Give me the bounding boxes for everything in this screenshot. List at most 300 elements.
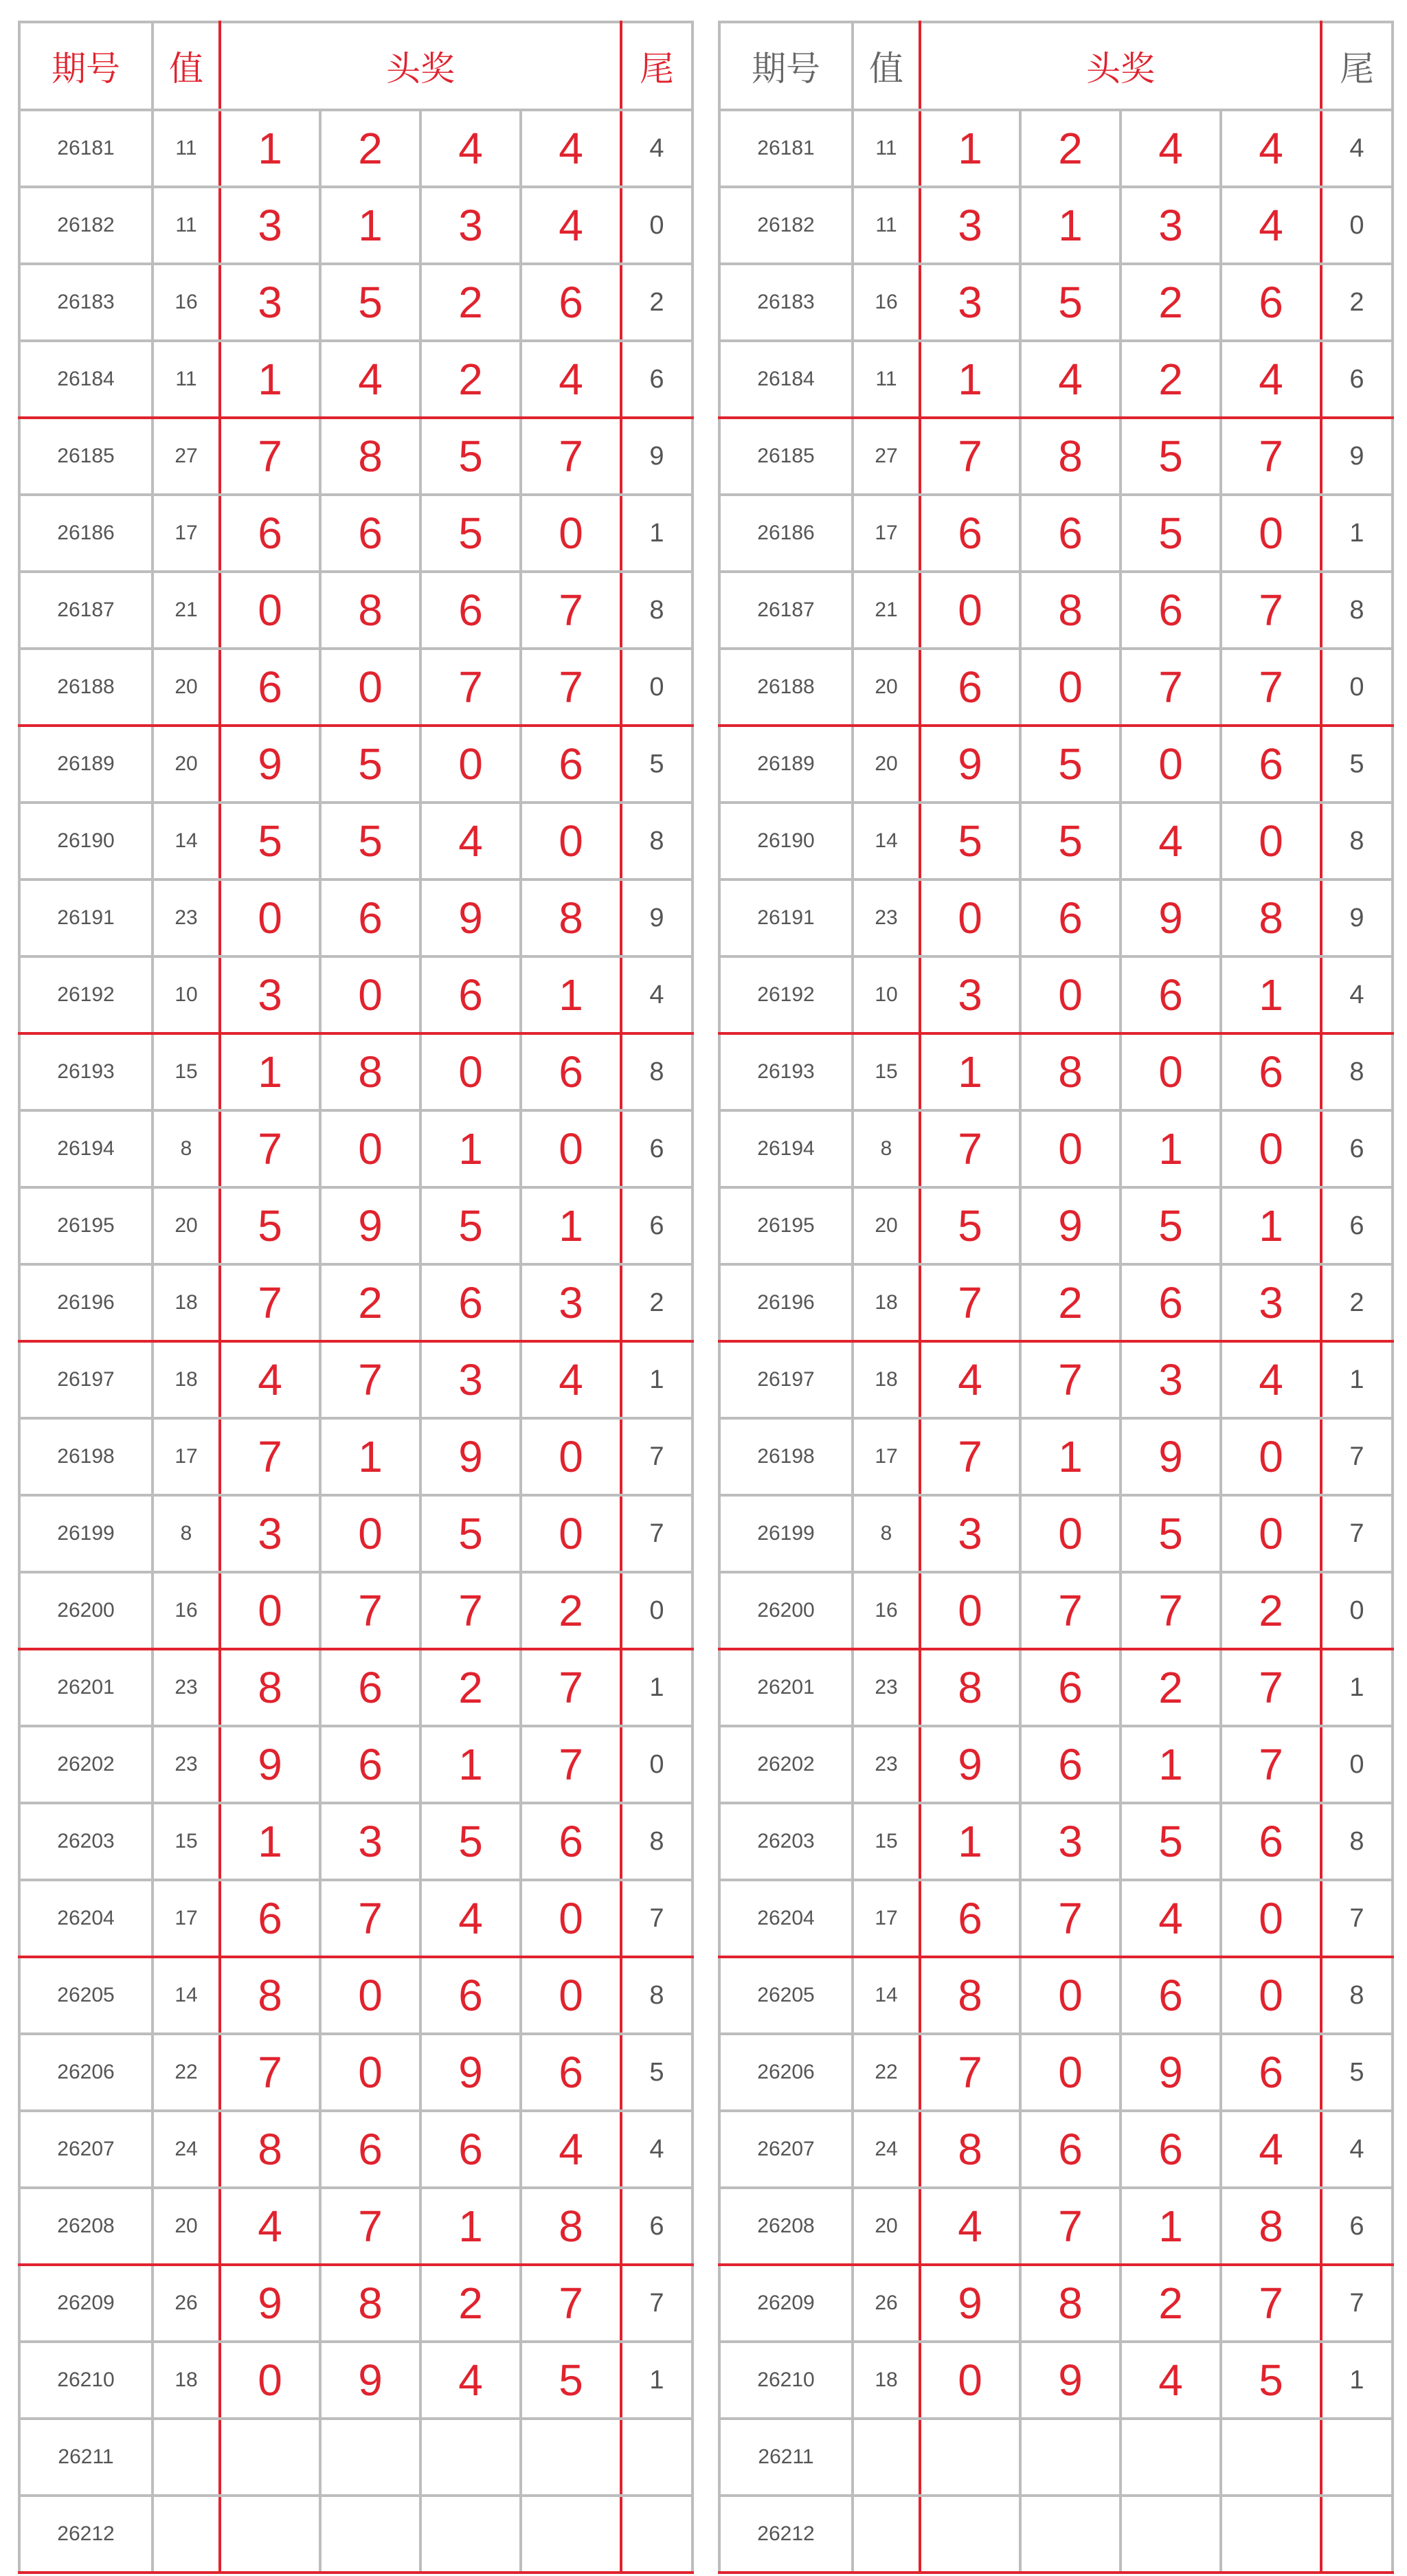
value-cell: 20 xyxy=(153,1187,220,1264)
issue-cell: 26199 xyxy=(719,1495,853,1572)
tail-cell: 2 xyxy=(621,264,693,341)
issue-cell: 26182 xyxy=(719,187,853,264)
prize-digit-1: 3 xyxy=(920,187,1020,264)
tail-cell: 7 xyxy=(621,1495,693,1572)
prize-digit-1: 1 xyxy=(920,110,1020,187)
tail-cell: 1 xyxy=(1321,495,1393,572)
issue-cell: 26181 xyxy=(19,110,153,187)
prize-digit-3: 5 xyxy=(1121,495,1221,572)
issue-cell: 26207 xyxy=(19,2111,153,2188)
prize-digit-4: 7 xyxy=(1221,1649,1321,1726)
prize-digit-4: 7 xyxy=(521,649,621,726)
prize-digit-2: 8 xyxy=(320,418,420,495)
value-cell: 27 xyxy=(153,418,220,495)
prize-digit-4: 2 xyxy=(521,1572,621,1649)
prize-digit-3: 3 xyxy=(420,187,521,264)
prize-digit-4: 7 xyxy=(1221,2265,1321,2342)
prize-digit-1: 1 xyxy=(920,1803,1020,1880)
value-cell: 26 xyxy=(153,2265,220,2342)
tail-cell xyxy=(621,2496,693,2573)
prize-digit-4: 4 xyxy=(1221,2111,1321,2188)
prize-digit-1: 4 xyxy=(920,2188,1020,2265)
prize-digit-3: 5 xyxy=(420,1495,521,1572)
issue-cell: 26212 xyxy=(19,2496,153,2573)
prize-digit-3: 5 xyxy=(420,418,521,495)
prize-digit-4: 7 xyxy=(521,1726,621,1803)
prize-digit-4: 7 xyxy=(1221,649,1321,726)
tail-cell: 7 xyxy=(1321,1495,1393,1572)
value-cell: 23 xyxy=(153,880,220,956)
value-cell: 14 xyxy=(153,1957,220,2034)
prize-digit-4: 6 xyxy=(521,264,621,341)
table-row xyxy=(719,110,1393,187)
prize-digit-4: 6 xyxy=(1221,1033,1321,1110)
issue-cell: 26187 xyxy=(719,572,853,649)
value-cell: 17 xyxy=(853,1418,920,1495)
prize-digit-3: 9 xyxy=(1121,880,1221,956)
value-cell: 15 xyxy=(853,1803,920,1880)
tail-cell: 6 xyxy=(621,341,693,418)
prize-digit-3: 1 xyxy=(420,1110,521,1187)
value-cell: 23 xyxy=(853,880,920,956)
prize-digit-1: 3 xyxy=(920,1495,1020,1572)
prize-digit-4: 0 xyxy=(521,1495,621,1572)
issue-cell: 26182 xyxy=(19,187,153,264)
prize-digit-2: 0 xyxy=(1020,649,1121,726)
prize-digit-1: 4 xyxy=(220,1341,320,1418)
prize-digit-3: 9 xyxy=(1121,2034,1221,2111)
prize-digit-1: 3 xyxy=(920,956,1020,1033)
table-row xyxy=(719,1187,1393,1264)
prize-digit-3: 2 xyxy=(420,1649,521,1726)
prize-digit-1 xyxy=(920,2419,1020,2496)
lottery-table-right xyxy=(718,21,1394,2574)
prize-digit-3: 9 xyxy=(420,1418,521,1495)
issue-cell: 26209 xyxy=(719,2265,853,2342)
table-row xyxy=(19,1187,693,1264)
prize-digit-2: 0 xyxy=(1020,1957,1121,2034)
prize-digit-1: 5 xyxy=(220,803,320,880)
issue-cell: 26204 xyxy=(719,1880,853,1957)
issue-cell: 26197 xyxy=(719,1341,853,1418)
prize-digit-1: 4 xyxy=(920,1341,1020,1418)
table-row xyxy=(719,1957,1393,2034)
prize-digit-1: 9 xyxy=(920,1726,1020,1803)
prize-digit-2: 1 xyxy=(320,1418,420,1495)
prize-digit-1: 1 xyxy=(220,110,320,187)
issue-cell: 26208 xyxy=(719,2188,853,2265)
tail-cell: 4 xyxy=(621,956,693,1033)
prize-digit-4: 6 xyxy=(1221,264,1321,341)
prize-digit-2: 0 xyxy=(320,1495,420,1572)
prize-digit-3: 0 xyxy=(1121,1033,1221,1110)
issue-cell: 26193 xyxy=(19,1033,153,1110)
prize-digit-3: 6 xyxy=(420,1264,521,1341)
table-row xyxy=(19,1341,693,1418)
tail-cell: 8 xyxy=(621,1957,693,2034)
value-cell: 21 xyxy=(853,572,920,649)
issue-cell: 26185 xyxy=(19,418,153,495)
tail-cell: 8 xyxy=(1321,1803,1393,1880)
value-cell: 14 xyxy=(853,803,920,880)
prize-digit-1: 9 xyxy=(220,726,320,803)
prize-digit-4: 0 xyxy=(1221,803,1321,880)
tail-cell: 4 xyxy=(1321,110,1393,187)
issue-cell: 26211 xyxy=(719,2419,853,2496)
value-cell: 18 xyxy=(853,2342,920,2419)
value-cell: 20 xyxy=(153,2188,220,2265)
prize-digit-4: 0 xyxy=(521,1880,621,1957)
tail-cell: 8 xyxy=(1321,1033,1393,1110)
prize-digit-4: 0 xyxy=(521,495,621,572)
prize-digit-3: 3 xyxy=(420,1341,521,1418)
tail-cell xyxy=(1321,2496,1393,2573)
prize-digit-1: 3 xyxy=(220,956,320,1033)
prize-digit-2: 8 xyxy=(320,1033,420,1110)
tail-cell: 1 xyxy=(621,2342,693,2419)
prize-digit-1: 9 xyxy=(920,2265,1020,2342)
tail-cell: 0 xyxy=(621,187,693,264)
issue-cell: 26191 xyxy=(719,880,853,956)
prize-digit-3: 2 xyxy=(1121,341,1221,418)
tail-cell: 9 xyxy=(621,880,693,956)
prize-digit-4: 8 xyxy=(521,880,621,956)
table-row xyxy=(719,2188,1393,2265)
issue-cell: 26208 xyxy=(19,2188,153,2265)
table-row xyxy=(19,726,693,803)
prize-digit-1: 9 xyxy=(220,2265,320,2342)
issue-cell: 26188 xyxy=(719,649,853,726)
table-row xyxy=(719,1418,1393,1495)
prize-digit-3: 1 xyxy=(1121,1110,1221,1187)
value-cell: 11 xyxy=(853,187,920,264)
issue-cell: 26195 xyxy=(19,1187,153,1264)
issue-cell: 26190 xyxy=(19,803,153,880)
prize-digit-3: 4 xyxy=(1121,803,1221,880)
tail-cell: 7 xyxy=(1321,1880,1393,1957)
value-cell: 26 xyxy=(853,2265,920,2342)
tail-cell: 8 xyxy=(1321,572,1393,649)
prize-digit-1: 8 xyxy=(920,2111,1020,2188)
prize-digit-4: 7 xyxy=(1221,418,1321,495)
prize-digit-3: 5 xyxy=(1121,1803,1221,1880)
table-row xyxy=(719,418,1393,495)
table-row xyxy=(19,2111,693,2188)
value-cell xyxy=(153,2496,220,2573)
header-prize: 头奖 xyxy=(920,22,1321,110)
tail-cell: 6 xyxy=(1321,1187,1393,1264)
header-tail: 尾 xyxy=(1321,22,1393,110)
prize-digit-3: 7 xyxy=(1121,649,1221,726)
prize-digit-3: 4 xyxy=(420,2342,521,2419)
table-row xyxy=(19,2265,693,2342)
prize-digit-2: 9 xyxy=(1020,1187,1121,1264)
prize-digit-4: 0 xyxy=(521,1110,621,1187)
prize-digit-4: 4 xyxy=(521,341,621,418)
prize-digit-3 xyxy=(1121,2419,1221,2496)
prize-digit-1: 3 xyxy=(220,264,320,341)
prize-digit-4: 6 xyxy=(521,1033,621,1110)
issue-cell: 26186 xyxy=(19,495,153,572)
prize-digit-3: 5 xyxy=(1121,1187,1221,1264)
prize-digit-1: 1 xyxy=(220,341,320,418)
table-row xyxy=(19,1726,693,1803)
prize-digit-2: 8 xyxy=(1020,2265,1121,2342)
prize-digit-4: 6 xyxy=(1221,2034,1321,2111)
tail-cell: 5 xyxy=(621,726,693,803)
tail-cell: 1 xyxy=(621,1649,693,1726)
value-cell: 11 xyxy=(853,341,920,418)
prize-digit-3: 6 xyxy=(1121,956,1221,1033)
issue-cell: 26185 xyxy=(719,418,853,495)
issue-cell: 26204 xyxy=(19,1880,153,1957)
prize-digit-2: 6 xyxy=(320,1726,420,1803)
value-cell: 14 xyxy=(853,1957,920,2034)
table-row xyxy=(719,264,1393,341)
tail-cell: 4 xyxy=(621,2111,693,2188)
tail-cell: 2 xyxy=(621,1264,693,1341)
table-row xyxy=(719,1110,1393,1187)
prize-digit-1: 1 xyxy=(920,341,1020,418)
prize-digit-1: 5 xyxy=(220,1187,320,1264)
prize-digit-4: 0 xyxy=(521,803,621,880)
table-row xyxy=(19,264,693,341)
prize-digit-4: 2 xyxy=(1221,1572,1321,1649)
prize-digit-2: 6 xyxy=(1020,1649,1121,1726)
tail-cell: 9 xyxy=(621,418,693,495)
tail-cell: 1 xyxy=(621,495,693,572)
value-cell: 18 xyxy=(153,1341,220,1418)
issue-cell: 26203 xyxy=(719,1803,853,1880)
table-row xyxy=(719,2034,1393,2111)
value-cell: 20 xyxy=(853,1187,920,1264)
table-row xyxy=(19,110,693,187)
prize-digit-1: 0 xyxy=(220,2342,320,2419)
prize-digit-1: 0 xyxy=(220,880,320,956)
issue-cell: 26200 xyxy=(719,1572,853,1649)
prize-digit-2: 8 xyxy=(1020,572,1121,649)
prize-digit-3: 6 xyxy=(420,956,521,1033)
prize-digit-2: 2 xyxy=(320,1264,420,1341)
prize-digit-3 xyxy=(1121,2496,1221,2573)
prize-digit-4: 4 xyxy=(1221,110,1321,187)
table-row xyxy=(19,880,693,956)
value-cell xyxy=(153,2419,220,2496)
prize-digit-4: 5 xyxy=(521,2342,621,2419)
prize-digit-3: 5 xyxy=(420,1187,521,1264)
header-row xyxy=(19,22,693,110)
tail-cell: 0 xyxy=(621,1726,693,1803)
prize-digit-4: 1 xyxy=(521,1187,621,1264)
tail-cell: 5 xyxy=(1321,726,1393,803)
table-row xyxy=(719,2265,1393,2342)
prize-digit-3: 9 xyxy=(420,880,521,956)
table-row xyxy=(719,2496,1393,2573)
value-cell: 16 xyxy=(153,1572,220,1649)
prize-digit-4: 5 xyxy=(1221,2342,1321,2419)
prize-digit-1: 8 xyxy=(920,1957,1020,2034)
prize-digit-2: 9 xyxy=(1020,2342,1121,2419)
prize-digit-1: 0 xyxy=(220,1572,320,1649)
issue-cell: 26186 xyxy=(719,495,853,572)
prize-digit-3: 6 xyxy=(420,572,521,649)
value-cell: 20 xyxy=(853,649,920,726)
value-cell: 8 xyxy=(153,1495,220,1572)
prize-digit-3: 0 xyxy=(1121,726,1221,803)
prize-digit-3: 2 xyxy=(1121,1649,1221,1726)
prize-digit-2: 5 xyxy=(1020,726,1121,803)
tail-cell: 0 xyxy=(1321,187,1393,264)
prize-digit-3: 2 xyxy=(1121,264,1221,341)
prize-digit-1: 7 xyxy=(220,2034,320,2111)
table-row xyxy=(19,2496,693,2573)
tail-cell: 7 xyxy=(621,2265,693,2342)
prize-digit-3: 5 xyxy=(1121,418,1221,495)
tail-cell: 9 xyxy=(1321,418,1393,495)
prize-digit-1: 9 xyxy=(920,726,1020,803)
prize-digit-1: 0 xyxy=(920,572,1020,649)
prize-digit-1: 8 xyxy=(220,1957,320,2034)
prize-digit-2: 7 xyxy=(320,1880,420,1957)
prize-digit-2: 5 xyxy=(1020,264,1121,341)
prize-digit-3: 6 xyxy=(1121,2111,1221,2188)
prize-digit-4: 6 xyxy=(521,2034,621,2111)
tail-cell: 1 xyxy=(1321,1649,1393,1726)
tail-cell: 8 xyxy=(621,803,693,880)
value-cell: 18 xyxy=(153,2342,220,2419)
prize-digit-3: 6 xyxy=(1121,572,1221,649)
prize-digit-3: 4 xyxy=(420,110,521,187)
value-cell: 17 xyxy=(153,495,220,572)
prize-digit-4: 8 xyxy=(1221,2188,1321,2265)
table-row xyxy=(19,418,693,495)
prize-digit-3: 6 xyxy=(1121,1264,1221,1341)
tail-cell: 0 xyxy=(621,649,693,726)
prize-digit-1: 6 xyxy=(920,1880,1020,1957)
issue-cell: 26192 xyxy=(19,956,153,1033)
prize-digit-3: 1 xyxy=(420,2188,521,2265)
value-cell: 20 xyxy=(853,726,920,803)
prize-digit-2: 3 xyxy=(320,1803,420,1880)
header-issue: 期号 xyxy=(19,22,153,110)
prize-digit-2: 6 xyxy=(320,1649,420,1726)
prize-digit-3: 7 xyxy=(420,649,521,726)
prize-digit-2: 7 xyxy=(1020,2188,1121,2265)
tail-cell: 0 xyxy=(621,1572,693,1649)
prize-digit-2: 7 xyxy=(320,1572,420,1649)
issue-cell: 26205 xyxy=(719,1957,853,2034)
table-row xyxy=(19,495,693,572)
table-row xyxy=(719,1803,1393,1880)
prize-digit-2: 7 xyxy=(320,1341,420,1418)
value-cell: 18 xyxy=(853,1341,920,1418)
prize-digit-2: 4 xyxy=(320,341,420,418)
prize-digit-4: 6 xyxy=(521,726,621,803)
prize-digit-2: 2 xyxy=(1020,110,1121,187)
table-row xyxy=(19,649,693,726)
prize-digit-2 xyxy=(320,2496,420,2573)
prize-digit-2: 2 xyxy=(1020,1264,1121,1341)
tail-cell xyxy=(621,2419,693,2496)
issue-cell: 26191 xyxy=(19,880,153,956)
header-row xyxy=(719,22,1393,110)
prize-digit-2: 6 xyxy=(1020,2111,1121,2188)
prize-digit-1: 1 xyxy=(220,1033,320,1110)
prize-digit-3: 1 xyxy=(1121,2188,1221,2265)
prize-digit-4: 3 xyxy=(521,1264,621,1341)
prize-digit-3: 7 xyxy=(1121,1572,1221,1649)
value-cell: 22 xyxy=(153,2034,220,2111)
tail-cell xyxy=(1321,2419,1393,2496)
issue-cell: 26203 xyxy=(19,1803,153,1880)
prize-digit-4: 0 xyxy=(521,1418,621,1495)
table-row xyxy=(19,2342,693,2419)
tail-cell: 2 xyxy=(1321,264,1393,341)
prize-digit-2: 6 xyxy=(320,495,420,572)
prize-digit-1: 4 xyxy=(220,2188,320,2265)
value-cell: 24 xyxy=(153,2111,220,2188)
prize-digit-2: 0 xyxy=(1020,1495,1121,1572)
prize-digit-3: 6 xyxy=(420,1957,521,2034)
issue-cell: 26183 xyxy=(19,264,153,341)
table-row xyxy=(719,880,1393,956)
prize-digit-2: 6 xyxy=(1020,1726,1121,1803)
tail-cell: 8 xyxy=(621,1033,693,1110)
prize-digit-4 xyxy=(1221,2496,1321,2573)
table-row xyxy=(19,2419,693,2496)
value-cell: 18 xyxy=(153,1264,220,1341)
issue-cell: 26193 xyxy=(719,1033,853,1110)
prize-digit-4: 1 xyxy=(1221,1187,1321,1264)
prize-digit-1: 7 xyxy=(920,418,1020,495)
tail-cell: 5 xyxy=(621,2034,693,2111)
prize-digit-2: 0 xyxy=(320,649,420,726)
issue-cell: 26196 xyxy=(719,1264,853,1341)
value-cell: 15 xyxy=(853,1033,920,1110)
header-value: 值 xyxy=(153,22,220,110)
table-row xyxy=(19,1264,693,1341)
prize-digit-1: 6 xyxy=(920,495,1020,572)
prize-digit-3: 7 xyxy=(420,1572,521,1649)
prize-digit-3: 0 xyxy=(420,1033,521,1110)
table-row xyxy=(719,1726,1393,1803)
prize-digit-1: 6 xyxy=(220,649,320,726)
prize-digit-2: 1 xyxy=(1020,187,1121,264)
issue-cell: 26188 xyxy=(19,649,153,726)
prize-digit-1 xyxy=(220,2419,320,2496)
issue-cell: 26197 xyxy=(19,1341,153,1418)
prize-digit-1: 0 xyxy=(920,2342,1020,2419)
prize-digit-4: 0 xyxy=(1221,1495,1321,1572)
prize-digit-1: 7 xyxy=(920,1264,1020,1341)
issue-cell: 26189 xyxy=(719,726,853,803)
value-cell: 23 xyxy=(153,1726,220,1803)
tail-cell: 6 xyxy=(621,2188,693,2265)
table-row xyxy=(19,956,693,1033)
prize-digit-3: 3 xyxy=(1121,1341,1221,1418)
table-row xyxy=(719,2419,1393,2496)
tail-cell: 0 xyxy=(1321,1572,1393,1649)
table-row xyxy=(719,1880,1393,1957)
prize-digit-1: 1 xyxy=(220,1803,320,1880)
tail-cell: 8 xyxy=(621,572,693,649)
table-row xyxy=(719,495,1393,572)
prize-digit-2: 6 xyxy=(1020,495,1121,572)
prize-digit-4: 4 xyxy=(1221,341,1321,418)
table-row xyxy=(19,803,693,880)
prize-digit-2: 6 xyxy=(320,880,420,956)
prize-digit-1: 5 xyxy=(920,803,1020,880)
